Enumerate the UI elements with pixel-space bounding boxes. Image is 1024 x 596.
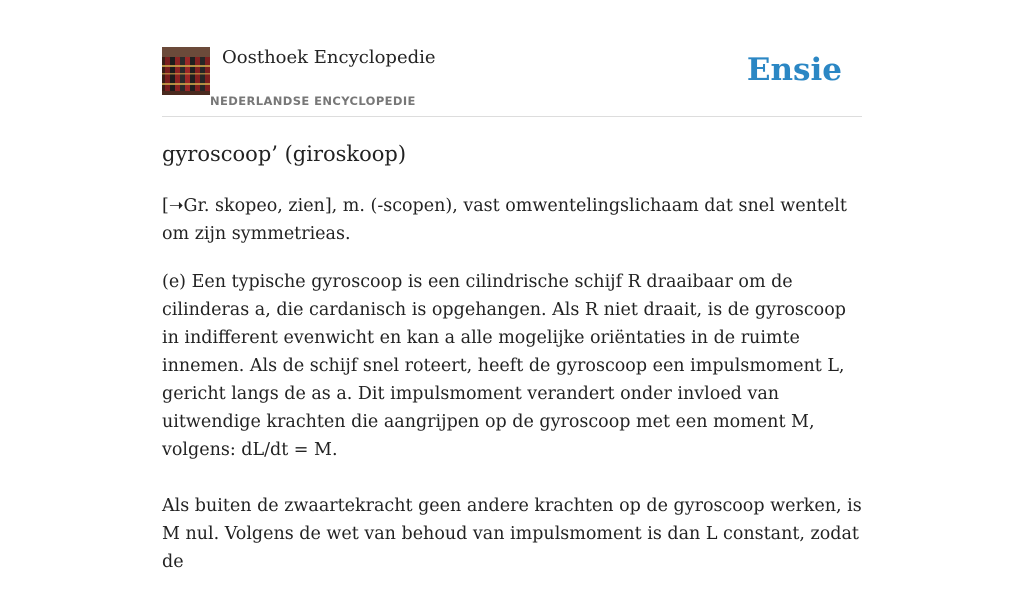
- article-paragraph-description: (e) Een typische gyroscoop is een cilindrische schijf R draaibaar om de cilinderas a, die cardanisch is opgehangen. Als R niet draait, is de gyroscoop in indifferent evenwicht en kan a alle mogelijke oriëntaties in de ruimte innemen. Als de schijf snel roteert, heeft de gyroscoop een impulsmoment L, gericht langs de as a. Dit impulsmoment verandert onder invloed van uitwendige krachten die aangrijpen op de gyroscoop met een moment M, volgens: dL/dt = M.: [162, 272, 846, 460]
- brand-logo-link[interactable]: Ensie: [746, 52, 842, 88]
- site-header: [162, 46, 862, 117]
- site-subtitle: NEDERLANDSE ENCYCLOPEDIE: [210, 94, 416, 108]
- avatar-books-icon[interactable]: [162, 47, 210, 95]
- article-body: [162, 192, 862, 596]
- article-title: gyroscoop’ (giroskoop): [162, 142, 407, 166]
- site-name-link[interactable]: Oosthoek Encyclopedie: [222, 47, 436, 68]
- article-paragraph-continuation: Als buiten de zwaartekracht geen andere krachten op de gyroscoop werken, is M nul. Volgens de wet van behoud van impulsmoment is dan L constant, zodat de: [162, 496, 862, 572]
- article-paragraph-etymology: [➝Gr. skopeo, zien], m. (-scopen), vast omwentelingslichaam dat snel wentelt om zijn symmetrieas.: [162, 196, 847, 244]
